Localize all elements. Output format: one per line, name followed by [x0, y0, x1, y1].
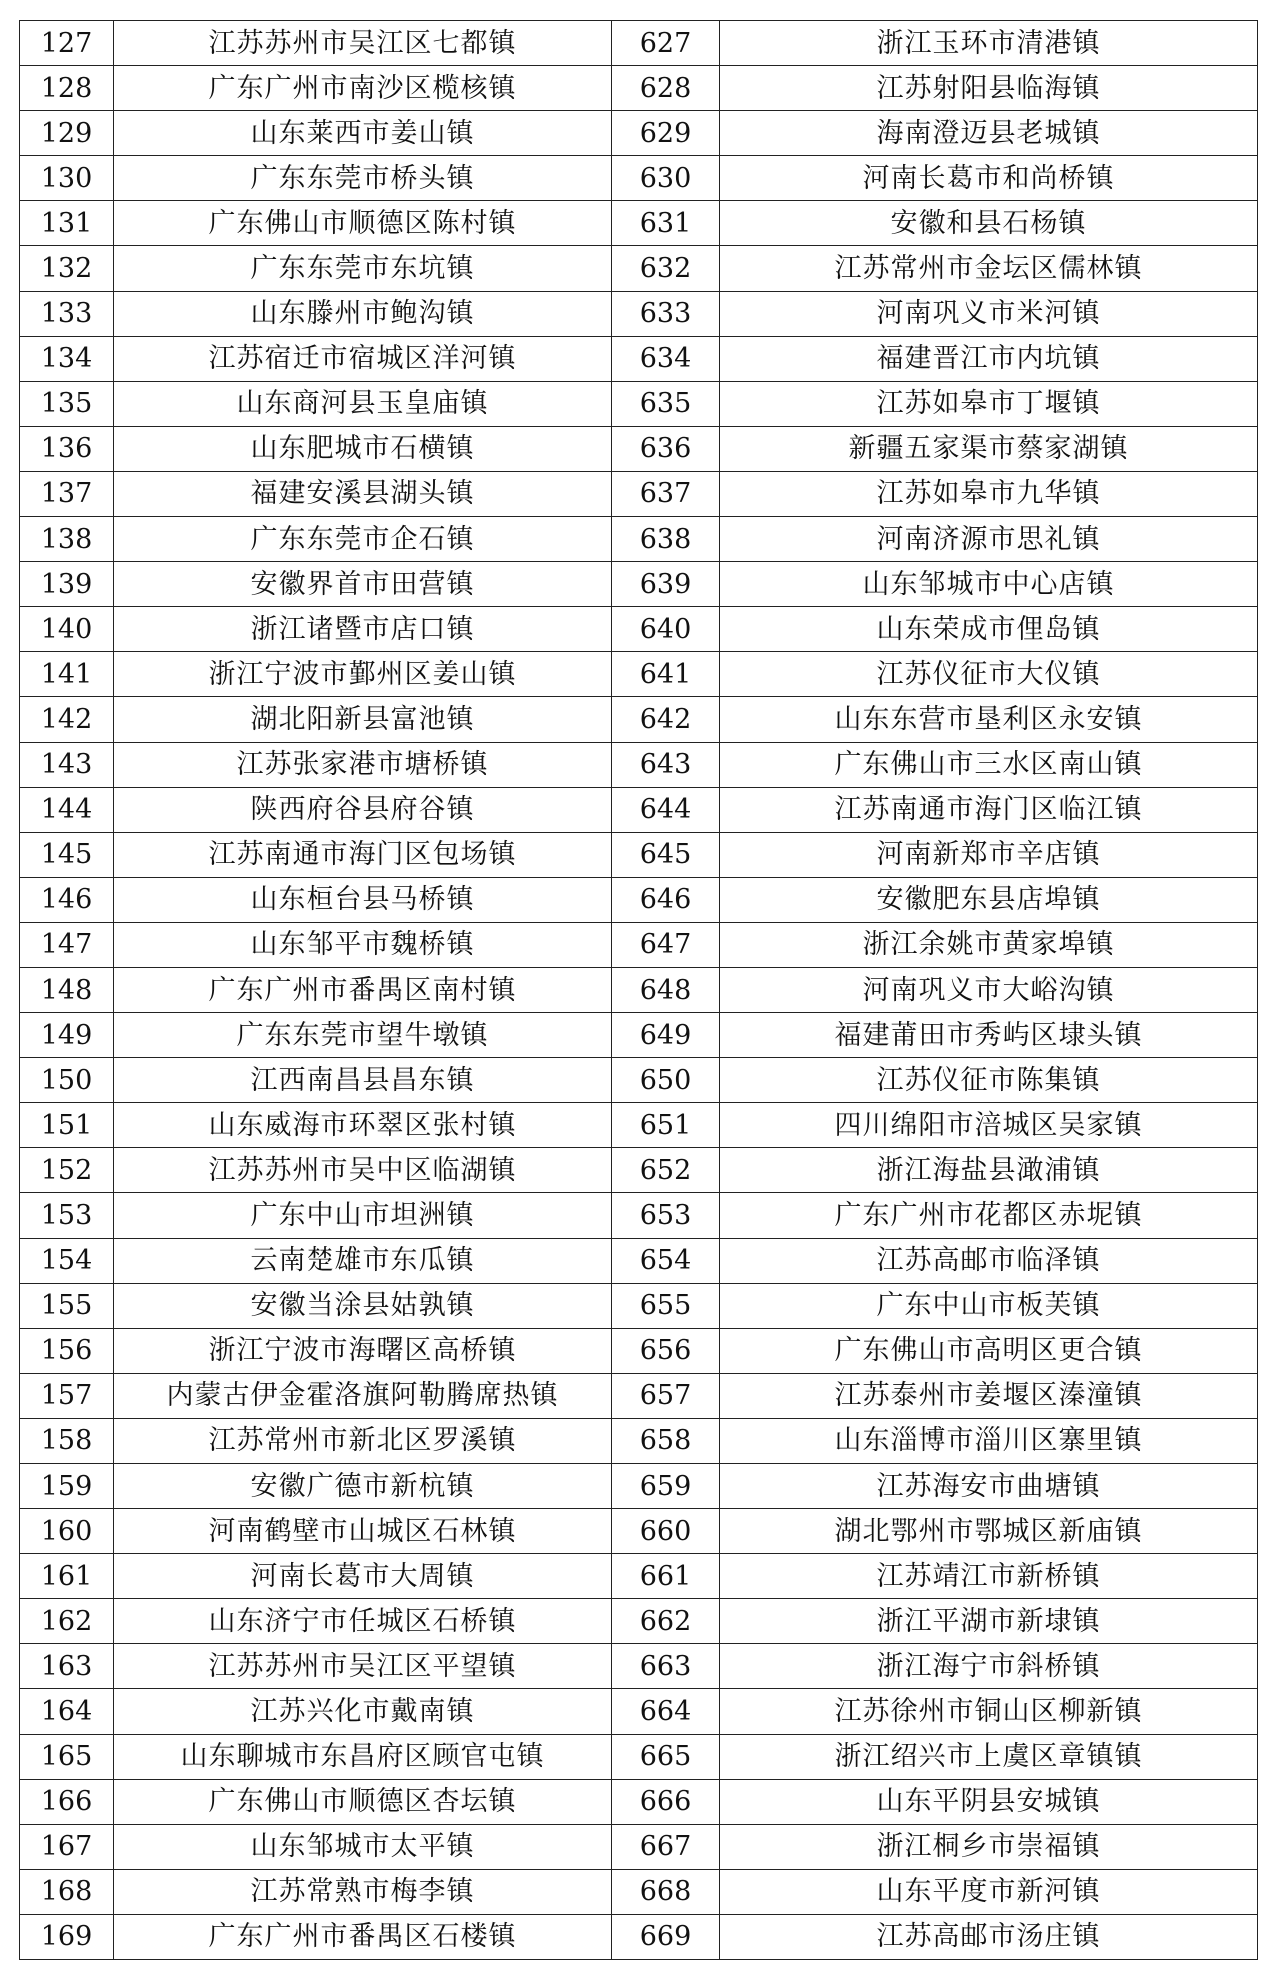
table-row [20, 1058, 1258, 1103]
right-rank-cell: 649 [612, 1013, 720, 1058]
left-rank-cell: 167 [20, 1824, 114, 1869]
right-town-cell: 广东佛山市高明区更合镇 [720, 1328, 1258, 1373]
right-town-cell: 四川绵阳市涪城区吴家镇 [720, 1103, 1258, 1148]
right-town-cell: 河南新郑市辛店镇 [720, 832, 1258, 877]
right-town-cell: 安徽和县石杨镇 [720, 201, 1258, 246]
right-town-cell: 浙江绍兴市上虞区章镇镇 [720, 1734, 1258, 1779]
right-rank-cell: 645 [612, 832, 720, 877]
right-rank-cell: 659 [612, 1464, 720, 1509]
right-town-cell: 浙江余姚市黄家埠镇 [720, 922, 1258, 967]
right-rank-cell: 669 [612, 1914, 720, 1959]
right-town-cell: 江苏南通市海门区临江镇 [720, 787, 1258, 832]
left-rank-cell: 148 [20, 967, 114, 1012]
right-rank-cell: 656 [612, 1328, 720, 1373]
left-rank-cell: 151 [20, 1103, 114, 1148]
left-town-cell: 山东聊城市东昌府区顾官屯镇 [114, 1734, 612, 1779]
right-town-cell: 江苏仪征市陈集镇 [720, 1058, 1258, 1103]
table-row [20, 426, 1258, 471]
right-town-cell: 新疆五家渠市蔡家湖镇 [720, 426, 1258, 471]
right-rank-cell: 644 [612, 787, 720, 832]
table-row [20, 1509, 1258, 1554]
table-row [20, 21, 1258, 66]
right-town-cell: 广东佛山市三水区南山镇 [720, 742, 1258, 787]
left-rank-cell: 153 [20, 1193, 114, 1238]
right-rank-cell: 639 [612, 562, 720, 607]
table-row [20, 1013, 1258, 1058]
right-town-cell: 河南巩义市大峪沟镇 [720, 967, 1258, 1012]
table-row [20, 1689, 1258, 1734]
table-row [20, 201, 1258, 246]
table-row [20, 1464, 1258, 1509]
left-town-cell: 江苏张家港市塘桥镇 [114, 742, 612, 787]
right-town-cell: 江苏徐州市铜山区柳新镇 [720, 1689, 1258, 1734]
left-town-cell: 江苏苏州市吴江区平望镇 [114, 1644, 612, 1689]
left-town-cell: 江苏兴化市戴南镇 [114, 1689, 612, 1734]
table-row [20, 1193, 1258, 1238]
right-town-cell: 山东平度市新河镇 [720, 1869, 1258, 1914]
left-town-cell: 云南楚雄市东瓜镇 [114, 1238, 612, 1283]
left-rank-cell: 139 [20, 562, 114, 607]
right-town-cell: 海南澄迈县老城镇 [720, 111, 1258, 156]
left-rank-cell: 162 [20, 1599, 114, 1644]
table-row [20, 471, 1258, 516]
right-rank-cell: 633 [612, 291, 720, 336]
table-row [20, 697, 1258, 742]
right-rank-cell: 635 [612, 381, 720, 426]
left-rank-cell: 138 [20, 517, 114, 562]
left-town-cell: 山东桓台县马桥镇 [114, 877, 612, 922]
right-rank-cell: 641 [612, 652, 720, 697]
right-town-cell: 江苏靖江市新桥镇 [720, 1554, 1258, 1599]
left-rank-cell: 163 [20, 1644, 114, 1689]
right-town-cell: 江苏高邮市临泽镇 [720, 1238, 1258, 1283]
table-row [20, 111, 1258, 156]
left-town-cell: 广东广州市南沙区榄核镇 [114, 66, 612, 111]
left-town-cell: 安徽界首市田营镇 [114, 562, 612, 607]
right-rank-cell: 662 [612, 1599, 720, 1644]
table-row [20, 1644, 1258, 1689]
left-town-cell: 江苏宿迁市宿城区洋河镇 [114, 336, 612, 381]
right-rank-cell: 629 [612, 111, 720, 156]
table-body [20, 21, 1258, 1960]
left-town-cell: 山东邹平市魏桥镇 [114, 922, 612, 967]
right-town-cell: 江苏海安市曲塘镇 [720, 1464, 1258, 1509]
right-rank-cell: 643 [612, 742, 720, 787]
left-rank-cell: 166 [20, 1779, 114, 1824]
table-row [20, 832, 1258, 877]
left-town-cell: 广东中山市坦洲镇 [114, 1193, 612, 1238]
right-rank-cell: 636 [612, 426, 720, 471]
right-rank-cell: 658 [612, 1418, 720, 1463]
left-town-cell: 内蒙古伊金霍洛旗阿勒腾席热镇 [114, 1373, 612, 1418]
right-town-cell: 山东邹城市中心店镇 [720, 562, 1258, 607]
left-town-cell: 河南长葛市大周镇 [114, 1554, 612, 1599]
left-rank-cell: 128 [20, 66, 114, 111]
left-rank-cell: 130 [20, 156, 114, 201]
table-row [20, 742, 1258, 787]
left-rank-cell: 159 [20, 1464, 114, 1509]
left-town-cell: 山东滕州市鲍沟镇 [114, 291, 612, 336]
right-rank-cell: 666 [612, 1779, 720, 1824]
right-rank-cell: 657 [612, 1373, 720, 1418]
right-rank-cell: 655 [612, 1283, 720, 1328]
right-town-cell: 江苏泰州市姜堰区溱潼镇 [720, 1373, 1258, 1418]
table-row [20, 291, 1258, 336]
table-row [20, 1283, 1258, 1328]
table-row [20, 1238, 1258, 1283]
right-rank-cell: 628 [612, 66, 720, 111]
left-town-cell: 浙江宁波市鄞州区姜山镇 [114, 652, 612, 697]
left-rank-cell: 140 [20, 607, 114, 652]
table-row [20, 1824, 1258, 1869]
right-town-cell: 湖北鄂州市鄂城区新庙镇 [720, 1509, 1258, 1554]
left-town-cell: 广东东莞市桥头镇 [114, 156, 612, 201]
left-rank-cell: 147 [20, 922, 114, 967]
right-rank-cell: 663 [612, 1644, 720, 1689]
table-row [20, 336, 1258, 381]
right-town-cell: 山东淄博市淄川区寨里镇 [720, 1418, 1258, 1463]
right-rank-cell: 664 [612, 1689, 720, 1734]
table-row [20, 1734, 1258, 1779]
left-rank-cell: 134 [20, 336, 114, 381]
left-town-cell: 安徽广德市新杭镇 [114, 1464, 612, 1509]
left-rank-cell: 169 [20, 1914, 114, 1959]
right-town-cell: 河南济源市思礼镇 [720, 517, 1258, 562]
left-town-cell: 江苏南通市海门区包场镇 [114, 832, 612, 877]
left-town-cell: 安徽当涂县姑孰镇 [114, 1283, 612, 1328]
right-town-cell: 安徽肥东县店埠镇 [720, 877, 1258, 922]
right-town-cell: 浙江海宁市斜桥镇 [720, 1644, 1258, 1689]
table-row [20, 517, 1258, 562]
right-rank-cell: 651 [612, 1103, 720, 1148]
table-row [20, 787, 1258, 832]
left-rank-cell: 141 [20, 652, 114, 697]
left-town-cell: 广东广州市番禺区石楼镇 [114, 1914, 612, 1959]
left-rank-cell: 133 [20, 291, 114, 336]
left-rank-cell: 150 [20, 1058, 114, 1103]
right-rank-cell: 642 [612, 697, 720, 742]
left-town-cell: 山东莱西市姜山镇 [114, 111, 612, 156]
table-row [20, 1373, 1258, 1418]
left-rank-cell: 146 [20, 877, 114, 922]
right-rank-cell: 653 [612, 1193, 720, 1238]
left-town-cell: 陕西府谷县府谷镇 [114, 787, 612, 832]
left-rank-cell: 158 [20, 1418, 114, 1463]
left-town-cell: 浙江诸暨市店口镇 [114, 607, 612, 652]
right-town-cell: 浙江海盐县澉浦镇 [720, 1148, 1258, 1193]
left-town-cell: 江苏常熟市梅李镇 [114, 1869, 612, 1914]
right-rank-cell: 654 [612, 1238, 720, 1283]
right-town-cell: 江苏常州市金坛区儒林镇 [720, 246, 1258, 291]
right-town-cell: 江苏如皋市九华镇 [720, 471, 1258, 516]
left-rank-cell: 168 [20, 1869, 114, 1914]
left-town-cell: 山东济宁市任城区石桥镇 [114, 1599, 612, 1644]
left-rank-cell: 155 [20, 1283, 114, 1328]
table-row [20, 1328, 1258, 1373]
left-town-cell: 山东肥城市石横镇 [114, 426, 612, 471]
right-rank-cell: 665 [612, 1734, 720, 1779]
right-town-cell: 福建莆田市秀屿区埭头镇 [720, 1013, 1258, 1058]
left-town-cell: 山东威海市环翠区张村镇 [114, 1103, 612, 1148]
table-row [20, 1418, 1258, 1463]
left-town-cell: 广东佛山市顺德区杏坛镇 [114, 1779, 612, 1824]
table-row [20, 1599, 1258, 1644]
right-town-cell: 山东平阴县安城镇 [720, 1779, 1258, 1824]
left-town-cell: 湖北阳新县富池镇 [114, 697, 612, 742]
table-row [20, 1914, 1258, 1959]
right-rank-cell: 630 [612, 156, 720, 201]
left-town-cell: 江西南昌县昌东镇 [114, 1058, 612, 1103]
right-town-cell: 山东荣成市俚岛镇 [720, 607, 1258, 652]
table-row [20, 1103, 1258, 1148]
table-row [20, 1779, 1258, 1824]
left-rank-cell: 160 [20, 1509, 114, 1554]
left-rank-cell: 144 [20, 787, 114, 832]
right-rank-cell: 637 [612, 471, 720, 516]
right-rank-cell: 627 [612, 21, 720, 66]
left-town-cell: 山东商河县玉皇庙镇 [114, 381, 612, 426]
left-town-cell: 河南鹤壁市山城区石林镇 [114, 1509, 612, 1554]
left-town-cell: 江苏苏州市吴江区七都镇 [114, 21, 612, 66]
left-town-cell: 江苏苏州市吴中区临湖镇 [114, 1148, 612, 1193]
right-rank-cell: 660 [612, 1509, 720, 1554]
left-rank-cell: 145 [20, 832, 114, 877]
right-town-cell: 浙江平湖市新埭镇 [720, 1599, 1258, 1644]
right-rank-cell: 648 [612, 967, 720, 1012]
right-town-cell: 山东东营市垦利区永安镇 [720, 697, 1258, 742]
left-rank-cell: 137 [20, 471, 114, 516]
right-rank-cell: 634 [612, 336, 720, 381]
table-row [20, 381, 1258, 426]
left-rank-cell: 129 [20, 111, 114, 156]
right-rank-cell: 647 [612, 922, 720, 967]
right-rank-cell: 668 [612, 1869, 720, 1914]
left-town-cell: 广东东莞市企石镇 [114, 517, 612, 562]
left-rank-cell: 127 [20, 21, 114, 66]
left-rank-cell: 142 [20, 697, 114, 742]
table-row [20, 1869, 1258, 1914]
right-town-cell: 江苏仪征市大仪镇 [720, 652, 1258, 697]
right-town-cell: 江苏射阳县临海镇 [720, 66, 1258, 111]
right-town-cell: 河南巩义市米河镇 [720, 291, 1258, 336]
table-row [20, 922, 1258, 967]
right-town-cell: 福建晋江市内坑镇 [720, 336, 1258, 381]
table-row [20, 66, 1258, 111]
left-town-cell: 江苏常州市新北区罗溪镇 [114, 1418, 612, 1463]
right-rank-cell: 632 [612, 246, 720, 291]
right-town-cell: 广东中山市板芙镇 [720, 1283, 1258, 1328]
left-rank-cell: 164 [20, 1689, 114, 1734]
left-town-cell: 浙江宁波市海曙区高桥镇 [114, 1328, 612, 1373]
left-rank-cell: 135 [20, 381, 114, 426]
table-row [20, 246, 1258, 291]
right-town-cell: 浙江桐乡市崇福镇 [720, 1824, 1258, 1869]
town-list-table [19, 20, 1258, 1960]
left-rank-cell: 154 [20, 1238, 114, 1283]
left-town-cell: 广东广州市番禺区南村镇 [114, 967, 612, 1012]
left-rank-cell: 156 [20, 1328, 114, 1373]
table-row [20, 967, 1258, 1012]
left-town-cell: 广东东莞市东坑镇 [114, 246, 612, 291]
table-row [20, 562, 1258, 607]
left-town-cell: 广东东莞市望牛墩镇 [114, 1013, 612, 1058]
left-town-cell: 山东邹城市太平镇 [114, 1824, 612, 1869]
left-rank-cell: 152 [20, 1148, 114, 1193]
left-rank-cell: 149 [20, 1013, 114, 1058]
right-town-cell: 江苏高邮市汤庄镇 [720, 1914, 1258, 1959]
right-rank-cell: 646 [612, 877, 720, 922]
left-town-cell: 广东佛山市顺德区陈村镇 [114, 201, 612, 246]
right-rank-cell: 650 [612, 1058, 720, 1103]
right-rank-cell: 631 [612, 201, 720, 246]
right-rank-cell: 667 [612, 1824, 720, 1869]
left-town-cell: 福建安溪县湖头镇 [114, 471, 612, 516]
left-rank-cell: 143 [20, 742, 114, 787]
table-row [20, 877, 1258, 922]
left-rank-cell: 131 [20, 201, 114, 246]
left-rank-cell: 157 [20, 1373, 114, 1418]
left-rank-cell: 165 [20, 1734, 114, 1779]
right-rank-cell: 661 [612, 1554, 720, 1599]
right-rank-cell: 638 [612, 517, 720, 562]
right-town-cell: 浙江玉环市清港镇 [720, 21, 1258, 66]
table-row [20, 652, 1258, 697]
right-rank-cell: 652 [612, 1148, 720, 1193]
right-town-cell: 河南长葛市和尚桥镇 [720, 156, 1258, 201]
table-row [20, 156, 1258, 201]
left-rank-cell: 161 [20, 1554, 114, 1599]
left-rank-cell: 136 [20, 426, 114, 471]
table-row [20, 607, 1258, 652]
right-rank-cell: 640 [612, 607, 720, 652]
right-town-cell: 江苏如皋市丁堰镇 [720, 381, 1258, 426]
table-row [20, 1148, 1258, 1193]
left-rank-cell: 132 [20, 246, 114, 291]
right-town-cell: 广东广州市花都区赤坭镇 [720, 1193, 1258, 1238]
table-row [20, 1554, 1258, 1599]
